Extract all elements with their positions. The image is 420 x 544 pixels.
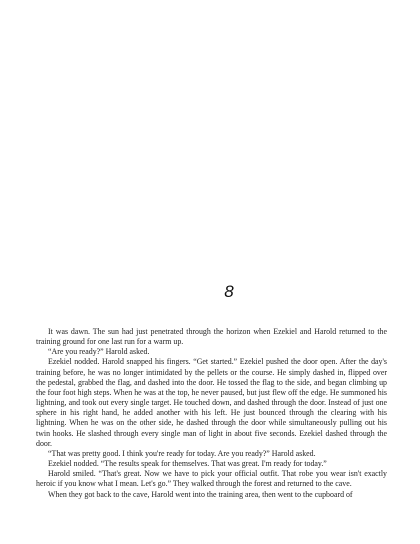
paragraph: When they got back to the cave, Harold went into the training area, then went to the cupboard of (48, 489, 353, 499)
chapter-number: 8 (224, 282, 234, 301)
paragraph: “That was pretty good. I think you're ready for today. Are you ready?” Harold asked. (48, 448, 316, 458)
paragraph: Ezekiel nodded. Harold snapped his fingers. “Get started.” Ezekiel pushed the door open. After the day's training before, he was no longer intimidated by the pellets or the course. He simply dashed in, flipped over the pedestal, grabbed the flag, and dashed into the door. He tossed the flag to the side, and began climbing up the four foot high steps. When he was at the top, he never paused, but just flew off the edge. He summoned his lightning, and took out every single target. He touched down, and dashed through the door. Instead of just one sphere in his right hand, he added another with his left. He just bounced through the clearing with his lightning. When he was on the other side, he dashed through the door while simultaneously pulling out his twin hooks. He slashed through every single man of light in about five seconds. Ezekiel dashed through the door. (36, 357, 387, 448)
paragraph: Ezekiel nodded. “The results speak for themselves. That was great. I'm ready for today.” (48, 459, 327, 469)
paragraph: It was dawn. The sun had just penetrated through the horizon when Ezekiel and Harold returned to the training ground for one last run for a warm up. (36, 327, 387, 347)
chapter-body (36, 327, 387, 500)
paragraph: “Are you ready?” Harold asked. (48, 347, 150, 357)
paragraph: Harold smiled. “That's great. Now we have to pick your official outfit. That robe you wear isn't exactly heroic if you know what I mean. Let's go.” They walked through the forest and returned to the cave. (36, 469, 387, 489)
